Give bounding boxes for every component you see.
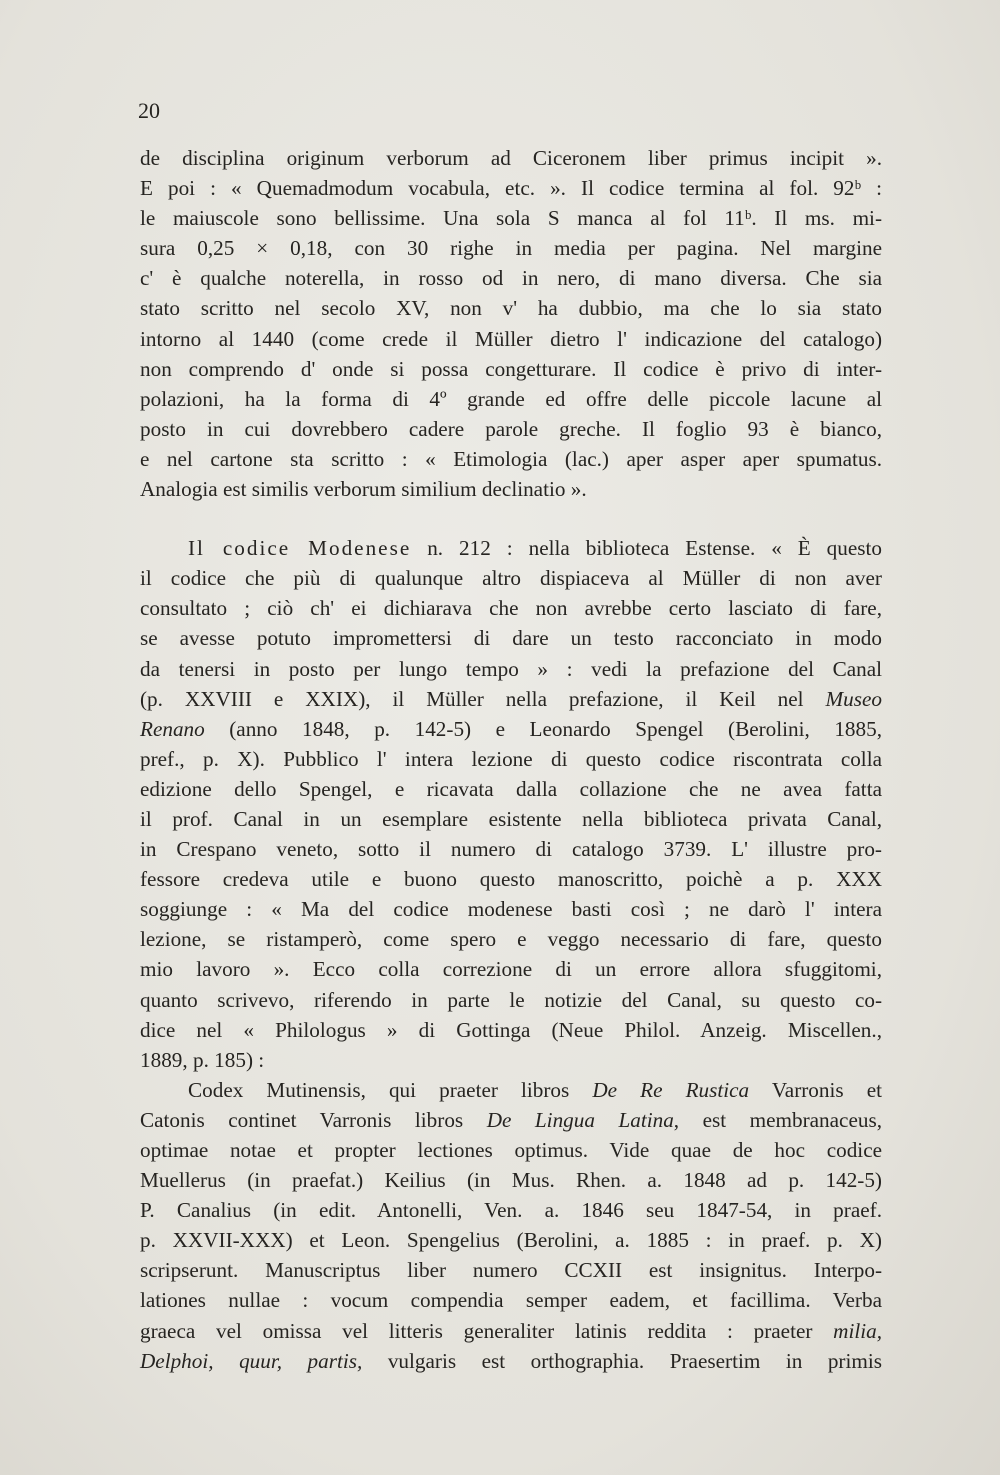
text-line: lationes nullae : vocum compendia semper eadem, et facillima. Verba <box>140 1288 882 1313</box>
text-line: Catonis continet Varronis libros De Lingua Latina, est membranaceus, <box>140 1107 883 1132</box>
page-number: 20 <box>138 98 160 123</box>
text-line: stato scritto nel secolo XV, non v' ha dubbio, ma che lo sia stato <box>140 296 882 321</box>
text-line: Analogia est similis verborum similium declinatio ». <box>140 477 587 502</box>
text-line: sura 0,25 × 0,18, con 30 righe in media per pagina. Nel margine <box>140 236 882 261</box>
text-line: Muellerus (in praefat.) Keilius (in Mus. Rhen. a. 1848 ad p. 142-5) <box>140 1168 882 1193</box>
text-line: se avesse potuto impromettersi di dare un testo racconciato in modo <box>140 626 882 651</box>
text-line: E poi : « Quemadmodum vocabula, etc. ». Il codice termina al fol. 92ᵇ : <box>140 176 882 201</box>
text-line: edizione dello Spengel, e ricavata dalla collazione che ne avea fatta <box>140 776 882 801</box>
text-line: de disciplina originum verborum ad Ciceronem liber primus incipit ». <box>140 146 882 170</box>
text-line: lezione, se ristamperò, come spero e veggo necessario di fare, questo <box>140 927 882 952</box>
text-line: da tenersi in posto per lungo tempo » : vedi la prefazione del Canal <box>140 656 882 681</box>
italic-title: De Re Rustica <box>592 1077 750 1102</box>
paragraph-3 <box>140 1075 882 1376</box>
text-line: e nel cartone sta scritto : « Etimologia (lac.) aper asper aper spumatus. <box>140 446 882 471</box>
text-line: dice nel « Philologus » di Gottinga (Neue Philol. Anzeig. Miscellen., <box>140 1017 882 1042</box>
text-line: non comprendo d' onde si possa congetturare. Il codice è privo di inter- <box>140 356 882 381</box>
text-line: polazioni, ha la forma di 4º grande ed offre delle piccole lacune al <box>140 386 882 411</box>
text-line: in Crespano veneto, sotto il numero di catalogo 3739. L' illustre pro- <box>140 837 882 862</box>
text-line: consultato ; ciò ch' ei dichiarava che non avrebbe certo lasciato di fare, <box>140 596 882 621</box>
text-line: P. Canalius (in edit. Antonelli, Ven. a. 1846 seu 1847-54, in praef. <box>140 1198 882 1223</box>
text-line: il codice che più di qualunque altro dispiaceva al Müller di non aver <box>140 566 882 591</box>
text-line: scripserunt. Manuscriptus liber numero CCXII est insignitus. Interpo- <box>140 1258 882 1283</box>
italic-word: Delphoi, quur, partis, <box>140 1348 363 1373</box>
text-line: optimae notae et propter lectiones optimus. Vide quae de hoc codice <box>140 1138 882 1162</box>
text-line: le maiuscole sono bellissime. Una sola S manca al fol 11ᵇ. Il ms. mi- <box>140 206 882 231</box>
text-line: il prof. Canal in un esemplare esistente nella biblioteca privata Canal, <box>140 806 882 831</box>
italic-title: De Lingua Latina <box>486 1107 674 1132</box>
text-line: Renano (anno 1848, p. 142-5) e Leonardo Spengel (Berolini, 1885, <box>140 716 882 741</box>
paragraph-gap <box>140 504 882 533</box>
text-line: Delphoi, quur, partis, vulgaris est orthographia. Praesertim in primis <box>140 1348 882 1373</box>
text-line: posto in cui dovrebbero cadere parole greche. Il foglio 93 è bianco, <box>140 416 882 441</box>
text-line: Codex Mutinensis, qui praeter libros De Re Rustica Varronis et <box>188 1077 883 1102</box>
paragraph-1 <box>140 143 882 504</box>
italic-word: milia, <box>833 1318 882 1343</box>
text-line: mio lavoro ». Ecco colla correzione di un errore allora sfuggitomi, <box>140 957 882 982</box>
italic-title: Renano <box>140 716 205 741</box>
text-line: quanto scrivevo, riferendo in parte le notizie del Canal, su questo co- <box>140 987 882 1012</box>
text-line: 1889, p. 185) : <box>140 1047 265 1072</box>
text-line: p. XXVII-XXX) et Leon. Spengelius (Berolini, a. 1885 : in praef. p. X) <box>140 1228 882 1253</box>
text-line: c' è qualche noterella, in rosso od in nero, di mano diversa. Che sia <box>140 266 882 291</box>
paragraph-2 <box>140 533 882 1075</box>
italic-title: Museo <box>825 686 882 711</box>
codex-name: Il codice Modenese <box>188 536 412 561</box>
text-line: soggiunge : « Ma del codice modenese basti così ; ne darò l' intera <box>140 897 882 922</box>
text-line: graeca vel omissa vel litteris generaliter latinis reddita : praeter milia, <box>140 1318 882 1343</box>
text-line: pref., p. X). Pubblico l' intera lezione di questo codice riscontrata colla <box>140 746 882 771</box>
text-line: intorno al 1440 (come crede il Müller dietro l' indicazione del catalogo) <box>140 326 882 351</box>
text-line: fessore credeva utile e buono questo manoscritto, poichè a p. XXX <box>140 867 882 892</box>
body-text <box>140 143 882 1376</box>
text-line: Il codice Modenese n. 212 : nella biblioteca Estense. « È questo <box>188 536 882 561</box>
text-line: (p. XXVIII e XXIX), il Müller nella prefazione, il Keil nel Museo <box>140 686 882 711</box>
